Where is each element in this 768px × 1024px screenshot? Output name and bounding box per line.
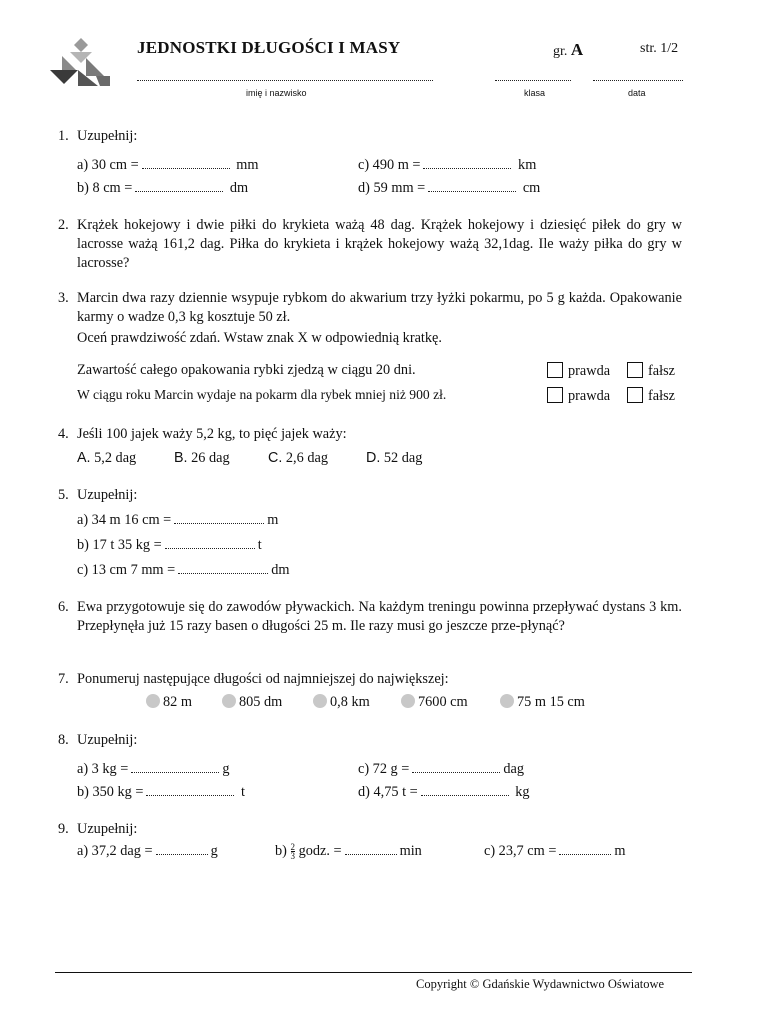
q1-c: c) 490 m = km <box>358 157 537 173</box>
answer-blank[interactable] <box>178 562 268 574</box>
answer-blank[interactable] <box>135 180 223 192</box>
class-field[interactable] <box>495 80 571 81</box>
question-8: 8. Uzupełnij: <box>58 732 138 748</box>
q3-statement-2: W ciągu roku Marcin wydaje na pokarm dla rybek mniej niż 900 zł. <box>77 387 447 402</box>
answer-blank[interactable] <box>146 784 234 796</box>
checkbox[interactable] <box>627 362 643 378</box>
question-9: 9. Uzupełnij: <box>58 821 138 837</box>
answer-blank[interactable] <box>165 537 255 549</box>
answer-blank[interactable] <box>421 784 509 796</box>
number-circle-icon[interactable] <box>401 694 415 708</box>
answer-blank[interactable] <box>559 843 611 855</box>
copyright: Copyright © Gdańskie Wydawnictwo Oświatowe <box>416 977 665 991</box>
question-3: 3. Marcin dwa razy dziennie wsypuje rybkom do akwarium trzy łyżki pokarmu, po 5 g każda. Opakowanie karmy o wadze 0,3 kg kosztuje 50 zł. Oceń prawdziwość zdań. Wstaw znak X w odpowiednią kratkę. <box>58 290 682 346</box>
q8-c: c) 72 g = dag <box>358 761 524 777</box>
answer-blank[interactable] <box>174 512 264 524</box>
q7-item[interactable]: 82 m <box>146 694 192 711</box>
number-circle-icon[interactable] <box>222 694 236 708</box>
q1-b: b) 8 cm = dm <box>77 180 249 196</box>
date-label: data <box>628 88 646 98</box>
name-label: imię i nazwisko <box>246 88 307 98</box>
group-indicator: gr. A <box>553 40 584 59</box>
q7-item[interactable]: 0,8 km <box>313 694 370 711</box>
checkbox[interactable] <box>627 387 643 403</box>
q7-item[interactable]: 805 dm <box>222 694 282 711</box>
answer-blank[interactable] <box>345 843 397 855</box>
q4-option-b[interactable]: B. 26 dag <box>174 450 230 466</box>
q1-a: a) 30 cm = mm <box>77 157 259 173</box>
answer-blank[interactable] <box>423 157 511 169</box>
page-number: str. 1/2 <box>640 41 679 56</box>
question-7: 7. Ponumeruj następujące długości od najmniejszej do największej: <box>58 671 449 687</box>
fraction: $\frac{2}{3}$ <box>290 842 295 861</box>
number-circle-icon[interactable] <box>146 694 160 708</box>
question-4: 4. Jeśli 100 jajek waży 5,2 kg, to pięć jajek waży: <box>58 426 347 442</box>
answer-blank[interactable] <box>131 761 219 773</box>
q7-item[interactable]: 75 m 15 cm <box>500 694 585 711</box>
q1-d: d) 59 mm = cm <box>358 180 541 196</box>
q3-s2-false[interactable]: fałsz <box>627 387 675 405</box>
number-circle-icon[interactable] <box>313 694 327 708</box>
q3-s1-false[interactable]: fałsz <box>627 362 675 380</box>
q3-s2-true[interactable]: prawda <box>547 387 610 405</box>
number-circle-icon[interactable] <box>500 694 514 708</box>
page-title: JEDNOSTKI DŁUGOŚCI I MASY <box>137 38 401 57</box>
answer-blank[interactable] <box>156 843 208 855</box>
q3-statement-1: Zawartość całego opakowania rybki zjedzą w ciągu 20 dni. <box>77 362 416 378</box>
q8-d: d) 4,75 t = kg <box>358 784 530 800</box>
q9-a: a) 37,2 dag = g <box>77 843 218 859</box>
q4-option-d[interactable]: D. 52 dag <box>366 450 423 466</box>
question-5: 5. Uzupełnij: <box>58 487 138 503</box>
q9-c: c) 23,7 cm = m <box>484 843 626 859</box>
class-label: klasa <box>524 88 546 98</box>
q4-option-c[interactable]: C. 2,6 dag <box>268 450 328 466</box>
q5-b: b) 17 t 35 kg = t <box>77 537 262 553</box>
footer-divider <box>55 972 692 973</box>
q8-b: b) 350 kg = t <box>77 784 245 800</box>
name-field[interactable] <box>137 80 433 81</box>
answer-blank[interactable] <box>428 180 516 192</box>
q7-item[interactable]: 7600 cm <box>401 694 468 711</box>
checkbox[interactable] <box>547 387 563 403</box>
q5-c: c) 13 cm 7 mm = dm <box>77 562 290 578</box>
q8-a: a) 3 kg = g <box>77 761 230 777</box>
publisher-logo <box>48 36 114 88</box>
question-2: 2. Krążek hokejowy i dwie piłki do krykieta ważą 48 dag. Krążek hokejowy i dziesięć piłek do gry w lacrosse ważą 161,2 dag. Piłka do krykieta i krążek hokejowy ważą 32,1dag. Ile waży piłka do gry w lacrosse? <box>58 217 682 271</box>
question-6: 6. Ewa przygotowuje się do zawodów pływackich. Na każdym treningu powinna przepływać dystans 3 km. Przepłynęła już 15 razy basen o długości 25 m. Ile razy musi go jeszcze prze-płynąć? <box>58 599 682 634</box>
q4-option-a[interactable]: A. 5,2 dag <box>77 450 137 466</box>
answer-blank[interactable] <box>142 157 230 169</box>
q3-s1-true[interactable]: prawda <box>547 362 610 380</box>
q9-b: b) $\frac{2}{3}$ godz. = min <box>275 842 422 861</box>
date-field[interactable] <box>593 80 683 81</box>
q5-a: a) 34 m 16 cm = m <box>77 512 279 528</box>
answer-blank[interactable] <box>412 761 500 773</box>
question-1: 1. Uzupełnij: <box>58 128 138 144</box>
checkbox[interactable] <box>547 362 563 378</box>
